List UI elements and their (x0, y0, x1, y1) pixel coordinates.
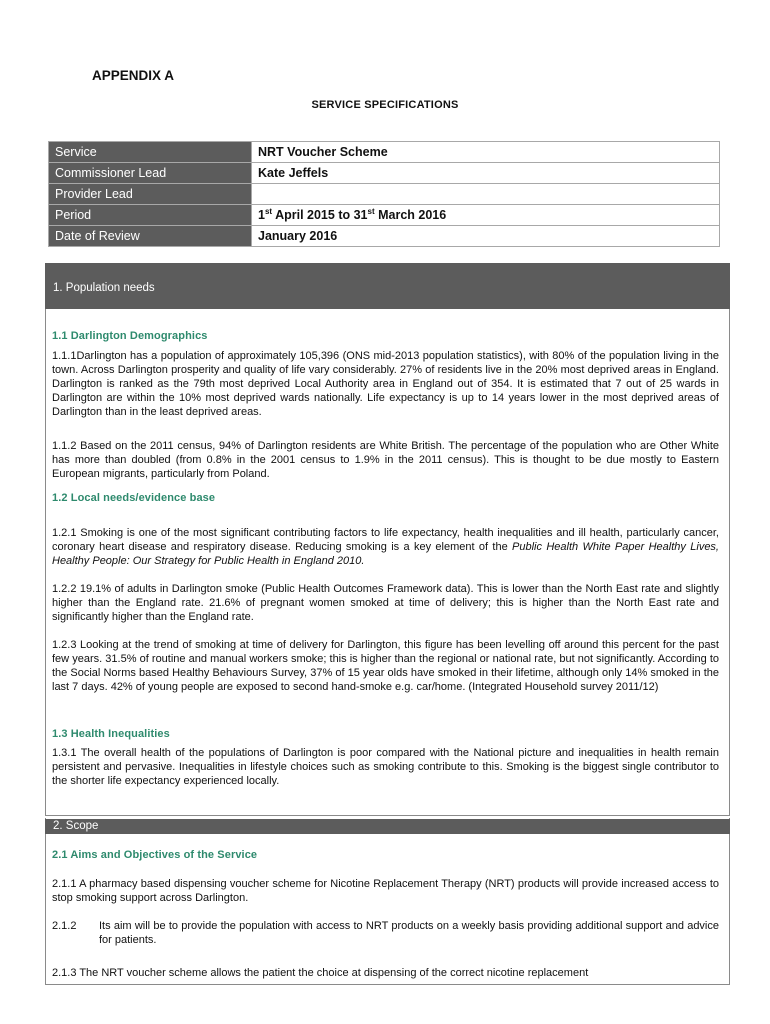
section-header-bar (45, 263, 730, 309)
row-label: Period (49, 205, 252, 226)
row-value (252, 205, 720, 226)
row-value: January 2016 (252, 226, 720, 247)
row-value: NRT Voucher Scheme (252, 142, 720, 163)
row-label: Service (49, 142, 252, 163)
subheading: 1.3 Health Inequalities (52, 728, 170, 740)
section-title: 2. Scope (53, 820, 99, 832)
table-row (49, 184, 720, 205)
paragraph: 1.1.1Darlington has a population of approximately 105,396 (ONS mid-2013 population statistics), with 80% of the population living in the town. Across Darlington prosperity and quality of life vary considerably. 27% of residents live in the 20% most deprived areas in England. Darlington is ranked as the 79th most deprived Local Authority area in England out of 354. It is estimated that 7 out of 25 wards in Darlington are within the 10% most deprived wards nationally. Life expectancy is up to 14 years lower in the most deprived areas of Darlington than in the least deprived areas. (52, 350, 719, 418)
paragraph-text: 1.2.1 Smoking is one of the most significant contributing factors to life expectancy, health inequalities and ill health, particularly cancer, coronary heart disease and respiratory disease. Reducing smoking is a key element of the (52, 527, 719, 553)
ordinal-suffix: st (367, 207, 375, 216)
paragraph: Its aim will be to provide the population with access to NRT products on a weekly basis providing additional support and advice for patients. (99, 920, 719, 946)
subheading: 1.1 Darlington Demographics (52, 330, 208, 342)
publication-title: Public Health White Paper Healthy Lives, Healthy People: Our Strategy for Public Health in England 2010. (52, 541, 719, 567)
subheading: 2.1 Aims and Objectives of the Service (52, 849, 258, 861)
paragraph: 2.1.1 A pharmacy based dispensing voucher scheme for Nicotine Replacement Therapy (NRT) products will provide increased access to stop smoking support across Darlington. (52, 878, 719, 904)
paragraph: 2.1.3 The NRT voucher scheme allows the patient the choice at dispensing of the correct nicotine replacement (52, 967, 589, 979)
table-row (49, 205, 720, 226)
row-label: Provider Lead (49, 184, 252, 205)
table-row (49, 142, 720, 163)
section-title: 1. Population needs (53, 282, 155, 294)
item-number: 2.1.2 (52, 920, 77, 932)
appendix-heading: APPENDIX A (92, 68, 175, 83)
document-title: SERVICE SPECIFICATIONS (311, 99, 459, 111)
subheading: 1.2 Local needs/evidence base (52, 492, 216, 504)
period-end: March 2016 (374, 208, 447, 222)
period-start-day: 1 (258, 208, 265, 222)
paragraph: 1.2.3 Looking at the trend of smoking at time of delivery for Darlington, this figure has been levelling off around this percent for the past few years. 31.5% of routine and manual workers smoke; this is higher than the regional or national rate, but not significantly. According to the Social Norms based Healthy Behaviours Survey, 37% of 15 year olds have smoked in their lifetime, although only 14% smoked in the last 7 days. 42% of young people are exposed to second hand-smoke e.g. car/home. (Integrated Household survey 2011/12) (52, 639, 719, 693)
row-value: Kate Jeffels (252, 163, 720, 184)
paragraph (52, 526, 719, 568)
table-row (49, 163, 720, 184)
row-value (252, 184, 720, 205)
row-label: Commissioner Lead (49, 163, 252, 184)
service-info-table (48, 141, 720, 247)
paragraph: 1.3.1 The overall health of the populations of Darlington is poor compared with the National picture and inequalities in health remain persistent and pervasive. Inequalities in lifestyle choices such as smoking contribute to this. Smoking is the biggest single contributor to the shorter life expectancy experienced locally. (52, 747, 719, 787)
row-label: Date of Review (49, 226, 252, 247)
table-row (49, 226, 720, 247)
ordinal-suffix: st (264, 207, 273, 216)
section-header-bar (45, 819, 730, 834)
paragraph: 1.1.2 Based on the 2011 census, 94% of Darlington residents are White British. The percentage of the population who are Other White has more than doubled (from 0.8% in the 2001 census to 1.9% in the 2011 census). This is thought to be due mostly to Eastern European migrants, particularly from Poland. (52, 440, 719, 480)
paragraph: 1.2.2 19.1% of adults in Darlington smoke (Public Health Outcomes Framework data). This is lower than the North East rate and slightly higher than the England rate. 21.6% of pregnant women smoked at time of delivery; this is higher than the North East rate and significantly higher than the England rate. (52, 583, 719, 623)
period-middle: April 2015 to 31 (272, 208, 368, 222)
